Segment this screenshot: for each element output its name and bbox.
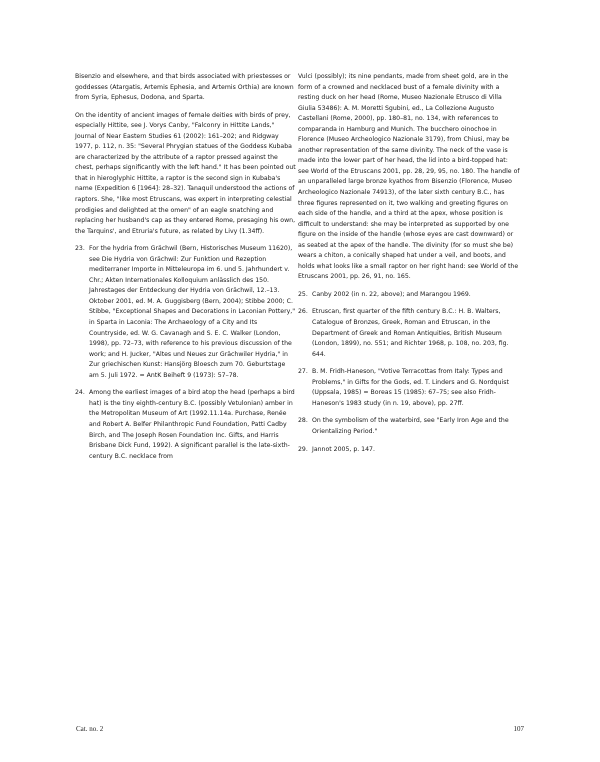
footnote-number: 29.	[298, 445, 308, 453]
left-column	[75, 72, 297, 469]
footnote-text: Etruscan, first quarter of the fifth century B.C.: H. B. Walters, Catalogue of Bronzes, Greek, Roman and Etruscan, in the Department of Greek and Roman Antiquities, British Museum (London, 1899), no. 551; and Richter 1968, p. 108, no. 203, fig. 644.	[312, 308, 509, 358]
footnote-text: For the hydria from Grächwil (Bern, Historisches Museum 11620), see Die Hydria von Grächwil: Zur Funktion und Rezeption mediterraner Importe in Mitteleuropa im 6. und 5. Jahrhundert v. Chr.; Akten Internationales Kolloquium anlässlich des 150. Jahrestages der Entdeckung der Hydria von Grächwil, 12.–13. Oktober 2001, ed. M. A. Guggisberg (Bern, 2004); Stibbe 2000; C. Stibbe, "Exceptional Shapes and Decorations in Laconian Pottery," in Sparta in Laconia: The Archaeology of a City and Its Countryside, ed. W. G. Cavanagh and S. E. C. Walker (London, 1998), pp. 72–73, with reference to his previous discussion of the work; and H. Jucker, "Altes und Neues zur Grächwiler Hydria," in Zur griechischen Kunst: Hansjörg Bloesch zum 70. Geburtstage am 5. Juli 1972. = AntK Beiheft 9 (1973): 57–78.	[89, 245, 296, 379]
footnote-26	[298, 307, 520, 360]
footnote-text: Jannot 2005, p. 147.	[312, 445, 375, 453]
footnote-27	[298, 367, 520, 409]
note-22-continuation: Bisenzio and elsewhere, and that birds associated with priestesses or goddesses (Atargatis, Artemis Ephesia, and Artemis Orthia) are known from Syria, Ephesus, Dodona, and Sparta.	[75, 73, 294, 102]
running-footer-catalog: Cat. no. 2	[76, 725, 104, 733]
footnote-29	[298, 445, 520, 456]
footnote-24	[75, 388, 297, 462]
footnote-25	[298, 290, 520, 301]
footnote-28	[298, 416, 520, 437]
footnote-23	[75, 244, 297, 381]
footnote-number: 24.	[75, 389, 85, 397]
footnote-number: 27.	[298, 368, 308, 376]
page-number: 107	[513, 725, 524, 733]
footnote-number: 23.	[75, 245, 85, 253]
footnote-number: 28.	[298, 417, 308, 425]
note-22-paragraph: On the identity of ancient images of female deities with birds of prey, especially Hittite, see J. Vorys Canby, "Falconry in Hittite Lands," Journal of Near Eastern Studies 61 (2002): 161–202; and Ridgway 1977, p. 112, n. 35: "Several Phrygian statues of the Goddess Kubaba are characterized by the attribute of a raptor pressed against the chest, perhaps significantly with the left hand." It has been pointed out that in hieroglyphic Hittite, a raptor is the second sign in Kubaba's name (Expedition 6 [1964]: 28–32). Tanaquil understood the actions of raptors. She, "like most Etruscans, was expert in interpreting celestial prodigies and delighted at the omen" of an eagle snatching and replacing her husband's cap as they entered Rome, presaging his own, the Tarquins', and Etruria's future, as related by Livy (1.34ff).	[75, 111, 296, 235]
footnote-text: Canby 2002 (in n. 22, above); and Marangou 1969.	[312, 290, 471, 298]
footnote-text: B. M. Fridh-Haneson, "Votive Terracottas from Italy: Types and Problems," in Gifts for the Gods, ed. T. Linders and G. Nordquist (Uppsala, 1985) = Boreas 15 (1985): 67–75; see also Fridh-Haneson's 1983 study (in n. 19, above), pp. 27ff.	[312, 368, 509, 407]
note-24-continuation: Vulci (possibly); its nine pendants, made from sheet gold, are in the form of a crowned and necklaced bust of a female divinity with a resting duck on her head (Rome, Museo Nazionale Etrusco di Villa Giulia 53486): A. M. Moretti Sgubini, ed., La Collezione Augusto Castellani (Rome, 2000), pp. 180–81, no. 134, with references to comparanda in Hamburg and Munich. The bucchero oinochoe in Florence (Museo Archeologico Nazionale 3179), from Chiusi, may be another representation of the same divinity. The neck of the vase is made into the lower part of her head, the lid into a bird-topped hat: see World of the Etruscans 2001, pp. 28, 29, 95, no. 180. The handle of an unparalleled large bronze kyathos from Bisenzio (Florence, Museo Archeologico Nazionale 74913), of the later sixth century B.C., has three figures represented on it, two walking and greeting figures on each side of the handle, and a third at the apex, whose position is difficult to understand: she may be interpreted as supported by one figure on the inside of the handle (whose eyes are cast downward) or as seated at the apex of the handle. The divinity (for so must she be) wears a chiton, a conically shaped hat under a veil, and boots, and holds what looks like a small raptor on her right hand: see World of the Etruscans 2001, pp. 26, 91, no. 165.	[298, 73, 520, 281]
right-column	[298, 72, 520, 462]
footnote-text: Among the earliest images of a bird atop the head (perhaps a bird hat) is the tiny eighth-century B.C. (possibly Vetulonian) amber in the Metropolitan Museum of Art (1992.11.14a. Purchase, Renée and Robert A. Belfer Philanthropic Fund Foundation, Patti Cadby Birch, and The Joseph Rosen Foundation Inc. Gifts, and Harris Brisbane Dick Fund, 1992). A significant parallel is the late-sixth-century B.C. necklace from	[89, 389, 295, 460]
footnote-number: 26.	[298, 308, 308, 316]
footnote-text: On the symbolism of the waterbird, see "Early Iron Age and the Orientalizing Period."	[312, 417, 509, 435]
footnote-number: 25.	[298, 290, 308, 298]
